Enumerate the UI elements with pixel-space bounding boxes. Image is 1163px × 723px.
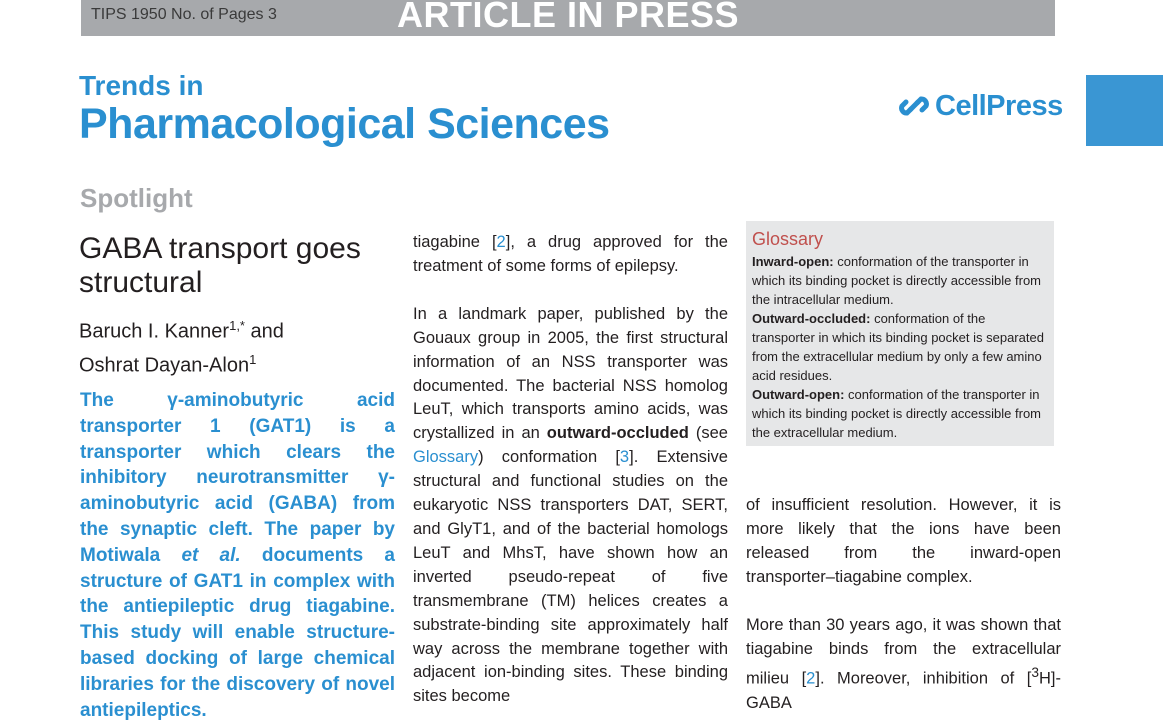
- text-run: In a landmark paper, published by the Gouaux group in 2005, the first structural information of an NSS transporter was documented. The bacterial NSS homolog LeuT, which transports amino acids, was crystallized in an: [413, 304, 728, 443]
- bold-term: outward-occluded: [546, 424, 689, 443]
- glossary-box: [746, 221, 1054, 446]
- glossary-term: Outward-occluded:: [752, 311, 871, 326]
- paragraph: of insufficient resolution. However, it is more likely that the ions have been released from the inward-open transporter–tiagabine complex.: [746, 496, 1061, 586]
- author-conjunction: and: [245, 320, 284, 343]
- cellpress-logo[interactable]: [898, 88, 1063, 124]
- text-run: ]. Moreover, inhibition of [: [815, 669, 1032, 688]
- glossary-definition: conformation of the transporter in which its binding pocket is directly accessible from the intracellular medium.: [752, 254, 1042, 307]
- glossary-term: Outward-open:: [752, 387, 845, 402]
- abstract-et-al: et al.: [181, 544, 241, 566]
- text-run: More than 30 years ago, it was shown that tiagabine binds from the extracellular milieu [: [746, 615, 1061, 688]
- journal-title-line1: Trends in: [79, 70, 204, 101]
- paragraph: [746, 614, 1061, 716]
- author-1-affiliation: 1,*: [229, 318, 245, 333]
- glossary-definition: conformation of the transporter in which its binding pocket is directly accessible from the extracellular medium.: [752, 387, 1042, 440]
- body-column-2: [413, 231, 728, 709]
- text-run: H]-GABA: [746, 669, 1061, 712]
- reference-link[interactable]: 2: [496, 233, 506, 251]
- reference-link[interactable]: 3: [619, 448, 630, 467]
- text-run: ], a drug approved for the treatment of some forms of epilepsy.: [413, 233, 728, 275]
- glossary-term: Inward-open:: [752, 254, 834, 269]
- author-2[interactable]: Oshrat Dayan-Alon: [79, 354, 250, 377]
- glossary-item: [752, 309, 1048, 385]
- text-run: tiagabine [: [413, 233, 497, 251]
- glossary-title: Glossary: [752, 229, 824, 249]
- article-title: GABA transport goes structural: [79, 232, 361, 299]
- blue-tab-marker: [1086, 75, 1163, 146]
- abstract: [80, 388, 395, 723]
- journal-title-line2: Pharmacological Sciences: [79, 100, 610, 148]
- glossary-definition: conformation of the transporter in which its binding pocket is separated from the extracellular medium by only a few amino acid residues.: [752, 311, 1044, 383]
- body-column-3: [746, 494, 1061, 716]
- glossary-item: [752, 385, 1048, 442]
- reference-link[interactable]: 2: [806, 669, 816, 688]
- text-run: (see: [688, 424, 728, 443]
- paragraph: [413, 231, 728, 279]
- superscript: 3: [1031, 665, 1039, 681]
- article-in-press-label: ARTICLE IN PRESS: [396, 0, 740, 35]
- paragraph: [413, 303, 728, 709]
- tips-reference: TIPS 1950 No. of Pages 3: [91, 6, 277, 23]
- publisher-name: CellPress: [935, 89, 1063, 122]
- authors: [79, 312, 284, 379]
- abstract-text-1: The γ-aminobutyric acid transporter 1 (GAT1) is a transporter which clears the inhibitory neurotransmitter γ-aminobutyric acid (GABA) from the synaptic cleft. The paper by Motiwala: [80, 390, 395, 566]
- text-run: ]. Extensive structural and functional studies on the eukaryotic NSS transporters DAT, SERT, and GlyT1, and of the bacterial homologs LeuT and MhsT, have shown how an inverted pseudo-repeat of five transmembrane (TM) helices creates a substrate-binding site approximately half way across the membrane together with adjacent ion-binding sites. These binding sites become: [413, 448, 728, 706]
- cellpress-logo-icon: [898, 90, 930, 122]
- author-1[interactable]: Baruch I. Kanner: [79, 320, 230, 343]
- abstract-text-2: documents a structure of GAT1 in complex with the antiepileptic drug tiagabine. This study will enable structure-based docking of large chemical libraries for the discovery of novel antiepileptics.: [80, 544, 395, 721]
- text-run: ) conformation [: [478, 448, 620, 467]
- author-2-affiliation: 1: [249, 351, 257, 367]
- glossary-link[interactable]: Glossary: [413, 448, 479, 467]
- glossary-item: [752, 252, 1048, 309]
- section-label: Spotlight: [80, 183, 193, 213]
- article-in-press-banner: [81, 0, 1055, 36]
